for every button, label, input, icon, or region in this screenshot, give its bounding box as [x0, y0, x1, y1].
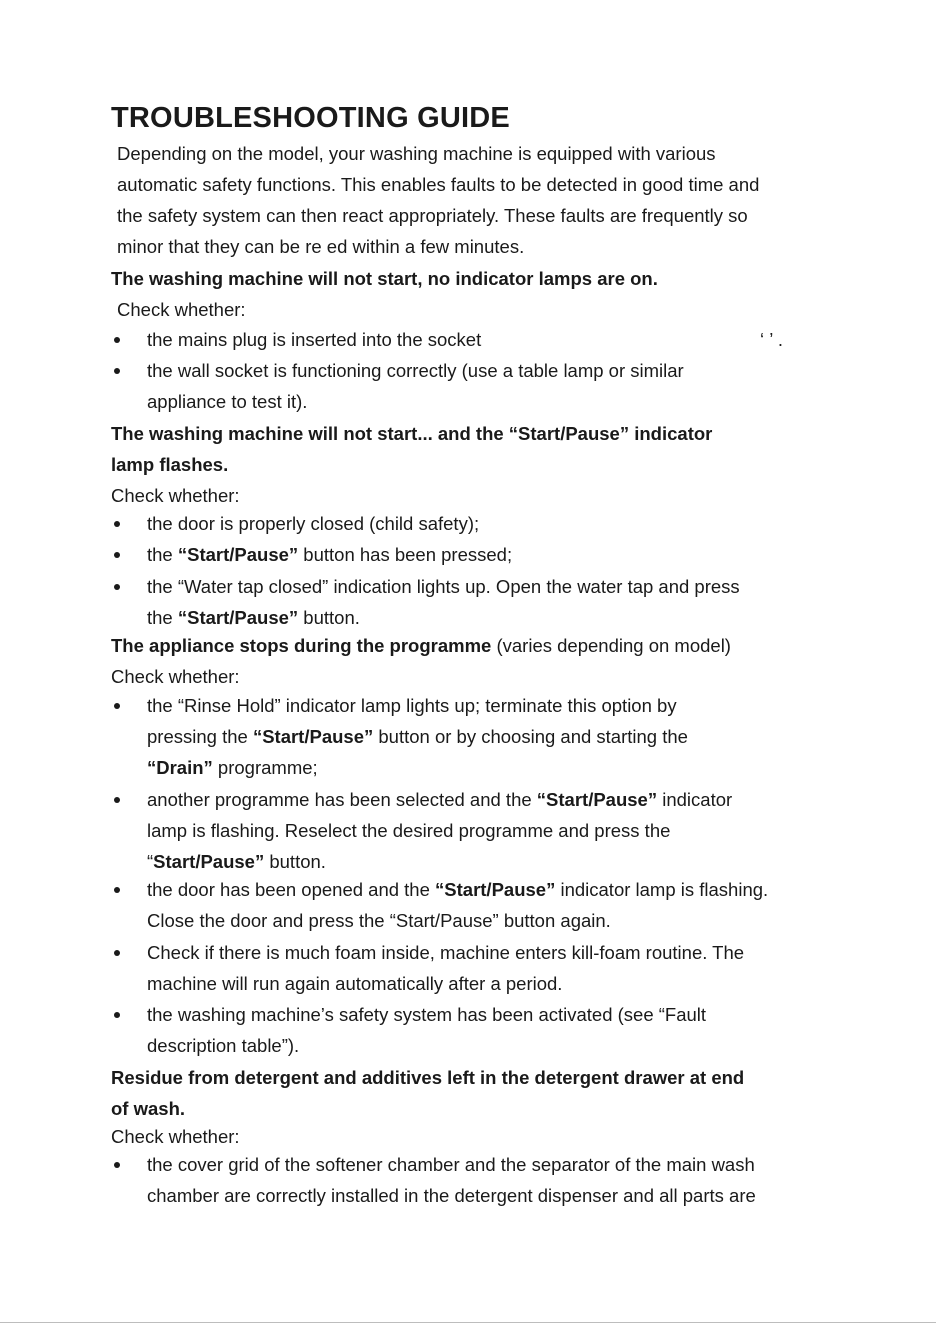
section-heading-no-start: The washing machine will not start, no indicator lamps are on. — [111, 268, 658, 289]
bullet-icon — [114, 703, 120, 709]
list-item: the wall socket is functioning correctly (use a table lamp or similar — [147, 360, 684, 381]
list-item: the cover grid of the softener chamber and the separator of the main wash — [147, 1154, 755, 1175]
check-whether-label: Check whether: — [117, 299, 246, 320]
bullet-icon — [114, 797, 120, 803]
list-item: the washing machine’s safety system has been activated (see “Fault — [147, 1004, 707, 1025]
list-item: the door has been opened and the “Start/Pause” indicator lamp is flashing. — [147, 879, 769, 900]
bullet-icon — [114, 950, 120, 956]
list-item: the mains plug is inserted into the socket — [147, 329, 482, 350]
intro-line-2: automatic safety functions. This enables faults to be detected in good time and — [117, 174, 760, 195]
bullet-icon — [114, 552, 120, 558]
list-item: the door is properly closed (child safety); — [147, 513, 480, 534]
bullet-icon — [114, 1162, 120, 1168]
bullet-icon — [114, 887, 120, 893]
list-item-continuation: pressing the “Start/Pause” button or by choosing and starting the — [147, 726, 688, 747]
bullet-icon — [114, 1012, 120, 1018]
page-bottom-rule — [0, 1322, 936, 1323]
bullet-icon — [114, 521, 120, 527]
list-item: the “Start/Pause” button has been pressed; — [147, 544, 513, 565]
page-title: TROUBLESHOOTING GUIDE — [111, 102, 510, 134]
list-item-continuation: machine will run again automatically after a period. — [147, 973, 563, 994]
section-heading-start-pause-flashes: The washing machine will not start... and the “Start/Pause” indicator — [111, 423, 713, 444]
intro-line-1: Depending on the model, your washing machine is equipped with various — [117, 143, 716, 164]
check-whether-label: Check whether: — [111, 485, 240, 506]
section-heading-detergent-residue: Residue from detergent and additives left in the detergent drawer at end — [111, 1067, 745, 1088]
bullet-icon — [114, 337, 120, 343]
list-item: Check if there is much foam inside, machine enters kill-foam routine. The — [147, 942, 745, 963]
check-whether-label: Check whether: — [111, 666, 240, 687]
section-heading-continuation: lamp flashes. — [111, 454, 229, 475]
intro-line-4: minor that they can be re ed within a few minutes. — [117, 236, 525, 257]
list-item: the “Water tap closed” indication lights up. Open the water tap and press — [147, 576, 740, 597]
list-item: another programme has been selected and the “Start/Pause” indicator — [147, 789, 733, 810]
list-item-continuation: lamp is flashing. Reselect the desired programme and press the — [147, 820, 671, 841]
list-item-continuation: the “Start/Pause” button. — [147, 607, 360, 628]
section-heading-continuation: of wash. — [111, 1098, 186, 1119]
list-item-continuation: appliance to test it). — [147, 391, 308, 412]
section-heading-stops-during-programme: The appliance stops during the programme (varies depending on model) — [111, 635, 731, 656]
list-item: the “Rinse Hold” indicator lamp lights up; terminate this option by — [147, 695, 677, 716]
bullet-icon — [114, 368, 120, 374]
list-item-continuation: description table”). — [147, 1035, 300, 1056]
list-item-continuation: Close the door and press the “Start/Pause” button again. — [147, 910, 611, 931]
list-item-continuation: “Drain” programme; — [147, 757, 318, 778]
list-item-continuation: “Start/Pause” button. — [147, 851, 326, 872]
intro-line-3: the safety system can then react appropriately. These faults are frequently so — [117, 205, 748, 226]
bullet-icon — [114, 584, 120, 590]
list-item-tail: ‘ ’ . — [760, 329, 783, 350]
list-item-continuation: chamber are correctly installed in the detergent dispenser and all parts are — [147, 1185, 756, 1206]
check-whether-label: Check whether: — [111, 1126, 240, 1147]
